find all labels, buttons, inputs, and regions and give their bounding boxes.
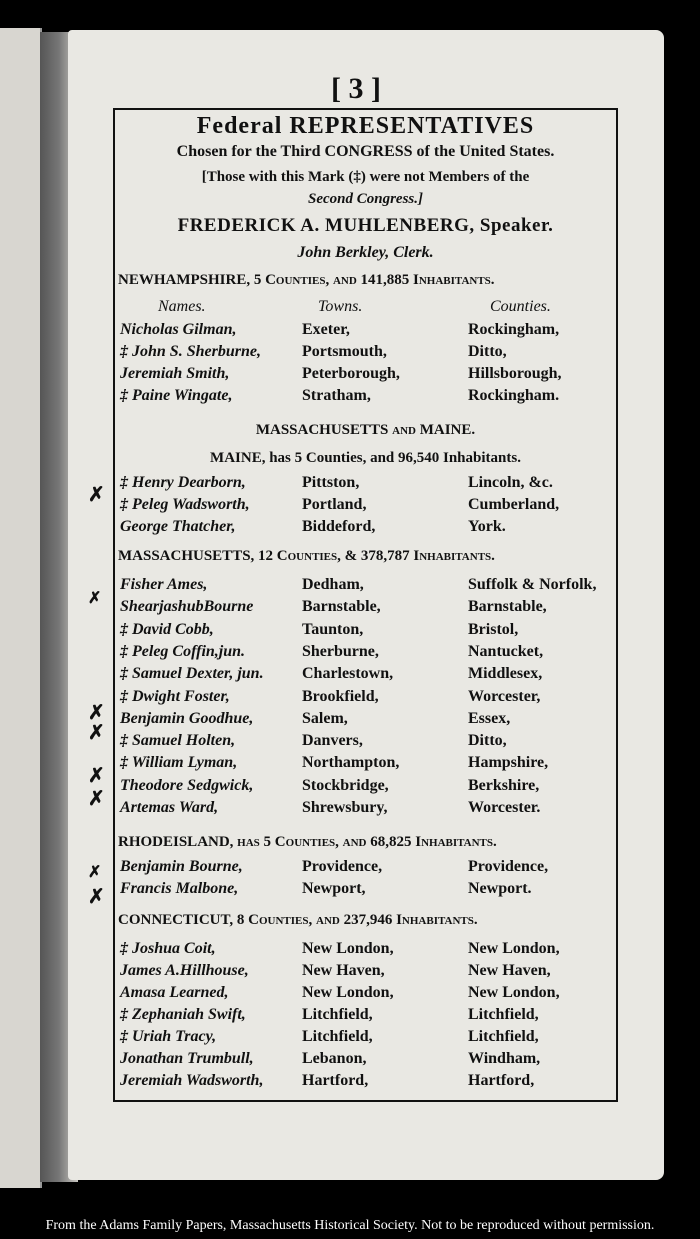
member-county: Ditto, bbox=[468, 732, 507, 750]
margin-x-mark: ✗ bbox=[88, 484, 105, 506]
member-row bbox=[118, 598, 613, 620]
member-county: Berkshire, bbox=[468, 776, 540, 794]
mark-note-line1: [Those with this Mark (‡) were not Members of the bbox=[201, 169, 530, 185]
member-town: Litchfield, bbox=[302, 1028, 373, 1045]
clerk-line: John Berkley, Clerk. bbox=[297, 244, 434, 261]
member-name: Jeremiah Smith, bbox=[120, 365, 230, 382]
member-name: James A.Hillhouse, bbox=[120, 962, 249, 979]
member-name: ‡ Dwight Foster, bbox=[120, 687, 230, 705]
member-name: ShearjashubBourne bbox=[120, 598, 254, 616]
member-town: New Haven, bbox=[302, 962, 385, 979]
state-header-connecticut: CONNECTICUT, 8 Counties, and 237,946 Inhabitants. bbox=[118, 912, 478, 928]
member-town: Exeter, bbox=[302, 321, 350, 338]
facing-page-border bbox=[8, 28, 42, 1188]
member-row bbox=[118, 474, 613, 496]
member-name: Amasa Learned, bbox=[120, 984, 229, 1001]
member-name: Benjamin Bourne, bbox=[120, 858, 243, 875]
member-county: Hillsborough, bbox=[468, 365, 562, 382]
member-row bbox=[118, 984, 613, 1006]
member-name: George Thatcher, bbox=[120, 518, 236, 535]
member-row bbox=[118, 496, 613, 518]
margin-x-mark: ✗ bbox=[88, 864, 102, 881]
member-name: Benjamin Goodhue, bbox=[120, 709, 254, 727]
member-county: Lincoln, &c. bbox=[468, 474, 553, 491]
member-town: Newport, bbox=[302, 880, 366, 897]
page-number: [ 3 ] bbox=[331, 72, 381, 105]
document-title: Federal REPRESENTATIVES bbox=[196, 113, 535, 139]
member-row bbox=[118, 962, 613, 984]
member-name: ‡ Samuel Holten, bbox=[120, 732, 236, 750]
member-name: ‡ Samuel Dexter, jun. bbox=[120, 665, 264, 683]
member-town: Portsmouth, bbox=[302, 343, 387, 360]
member-county: Rockingham. bbox=[468, 387, 560, 404]
member-name: ‡ Henry Dearborn, bbox=[120, 474, 246, 491]
member-county: Middlesex, bbox=[468, 665, 543, 683]
member-county: Essex, bbox=[468, 709, 511, 727]
member-row bbox=[118, 710, 613, 732]
member-row bbox=[118, 621, 613, 643]
member-row bbox=[118, 1050, 613, 1072]
document-subtitle: Chosen for the Third CONGRESS of the United States. bbox=[176, 143, 555, 160]
member-county: Hampshire, bbox=[468, 754, 549, 772]
member-town: Litchfield, bbox=[302, 1006, 373, 1023]
member-name: Fisher Ames, bbox=[120, 576, 208, 593]
member-name: ‡ William Lyman, bbox=[120, 754, 238, 772]
member-name: Theodore Sedgwick, bbox=[120, 776, 254, 794]
member-county: Barnstable, bbox=[468, 598, 547, 616]
member-row bbox=[118, 576, 613, 598]
member-town: Salem, bbox=[302, 709, 348, 727]
member-row bbox=[118, 754, 613, 776]
member-town: Danvers, bbox=[302, 732, 363, 750]
member-county: Hartford, bbox=[468, 1072, 535, 1089]
member-county: York. bbox=[468, 518, 506, 535]
margin-x-mark: ✗ bbox=[88, 590, 102, 607]
member-town: Hartford, bbox=[302, 1072, 369, 1089]
member-county: New London, bbox=[468, 940, 560, 957]
member-row bbox=[118, 1028, 613, 1050]
member-name: ‡ David Cobb, bbox=[120, 620, 214, 638]
member-town: New London, bbox=[302, 940, 394, 957]
member-row bbox=[118, 387, 613, 409]
state-header-new-hampshire: NEWHAMPSHIRE, 5 Counties, and 141,885 Inhabitants. bbox=[118, 272, 495, 288]
member-row bbox=[118, 858, 613, 880]
margin-x-mark: ✗ bbox=[88, 765, 105, 787]
member-row bbox=[118, 777, 613, 799]
margin-x-mark: ✗ bbox=[88, 886, 105, 908]
member-name: Jonathan Trumbull, bbox=[120, 1050, 254, 1067]
member-county: Nantucket, bbox=[468, 642, 544, 660]
member-name: Nicholas Gilman, bbox=[120, 321, 237, 338]
member-county: Suffolk & Norfolk, bbox=[468, 576, 597, 593]
member-row bbox=[118, 1072, 613, 1094]
heading-massachusetts-and-maine: MASSACHUSETTS and MAINE. bbox=[255, 422, 476, 438]
member-name: Artemas Ward, bbox=[120, 799, 219, 816]
margin-x-mark: ✗ bbox=[88, 788, 105, 810]
member-town: Lebanon, bbox=[302, 1050, 367, 1067]
member-row bbox=[118, 665, 613, 687]
member-county: Cumberland, bbox=[468, 496, 560, 513]
footer-credit: From the Adams Family Papers, Massachusetts Historical Society. Not to be reproduced without permission. bbox=[45, 1218, 655, 1233]
column-header-counties: Counties. bbox=[490, 298, 551, 315]
member-row bbox=[118, 321, 613, 343]
mark-note-line2: Second Congress.] bbox=[307, 191, 423, 207]
member-county: Rockingham, bbox=[468, 321, 560, 338]
margin-x-mark: ✗ bbox=[88, 722, 105, 744]
member-row bbox=[118, 1006, 613, 1028]
column-header-names: Names. bbox=[158, 298, 206, 315]
member-county: Providence, bbox=[468, 858, 549, 875]
member-town: New London, bbox=[302, 984, 394, 1001]
member-name: ‡ Paine Wingate, bbox=[120, 387, 233, 404]
member-county: Worcester. bbox=[468, 799, 541, 816]
state-header-rhode-island: RHODEISLAND, has 5 Counties, and 68,825 Inhabitants. bbox=[118, 834, 497, 850]
state-header-massachusetts: MASSACHUSETTS, 12 Counties, & 378,787 Inhabitants. bbox=[118, 548, 495, 564]
member-name: ‡ John S. Sherburne, bbox=[120, 343, 261, 360]
member-county: New London, bbox=[468, 984, 560, 1001]
member-town: Taunton, bbox=[302, 620, 364, 638]
member-county: New Haven, bbox=[468, 962, 551, 979]
member-town: Biddeford, bbox=[302, 518, 376, 535]
margin-x-mark: ✗ bbox=[88, 702, 105, 724]
member-town: Barnstable, bbox=[302, 598, 381, 616]
member-town: Peterborough, bbox=[302, 365, 400, 382]
member-name: ‡ Peleg Wadsworth, bbox=[120, 496, 250, 513]
member-row bbox=[118, 880, 613, 902]
member-county: Worcester, bbox=[468, 687, 541, 705]
state-header-maine: MAINE, has 5 Counties, and 96,540 Inhabitants. bbox=[210, 450, 521, 466]
member-county: Newport. bbox=[468, 880, 532, 897]
member-row bbox=[118, 343, 613, 365]
member-row bbox=[118, 518, 613, 540]
member-town: Brookfield, bbox=[302, 687, 379, 705]
member-town: Portland, bbox=[302, 496, 367, 513]
member-town: Stockbridge, bbox=[302, 776, 389, 794]
member-name: ‡ Uriah Tracy, bbox=[120, 1028, 217, 1045]
member-row bbox=[118, 940, 613, 962]
column-headers bbox=[118, 298, 613, 320]
member-town: Charlestown, bbox=[302, 665, 394, 683]
member-county: Litchfield, bbox=[468, 1006, 539, 1023]
member-row bbox=[118, 365, 613, 387]
member-town: Providence, bbox=[302, 858, 383, 875]
member-row bbox=[118, 643, 613, 665]
member-row bbox=[118, 799, 613, 821]
member-town: Northampton, bbox=[302, 754, 400, 772]
member-county: Bristol, bbox=[468, 620, 519, 638]
speaker-line: FREDERICK A. MUHLENBERG, Speaker. bbox=[177, 215, 554, 236]
member-name: ‡ Peleg Coffin,jun. bbox=[120, 642, 246, 660]
member-county: Ditto, bbox=[468, 343, 507, 360]
member-town: Pittston, bbox=[302, 474, 360, 491]
column-header-towns: Towns. bbox=[318, 298, 363, 315]
member-county: Litchfield, bbox=[468, 1028, 539, 1045]
member-name: ‡ Zephaniah Swift, bbox=[120, 1006, 246, 1023]
member-town: Shrewsbury, bbox=[302, 799, 388, 816]
member-name: Francis Malbone, bbox=[120, 880, 239, 897]
member-row bbox=[118, 688, 613, 710]
member-name: Jeremiah Wadsworth, bbox=[120, 1072, 264, 1089]
member-row bbox=[118, 732, 613, 754]
member-county: Windham, bbox=[468, 1050, 541, 1067]
member-town: Stratham, bbox=[302, 387, 371, 404]
member-town: Sherburne, bbox=[302, 642, 379, 660]
member-name: ‡ Joshua Coit, bbox=[120, 940, 216, 957]
member-town: Dedham, bbox=[302, 576, 364, 593]
